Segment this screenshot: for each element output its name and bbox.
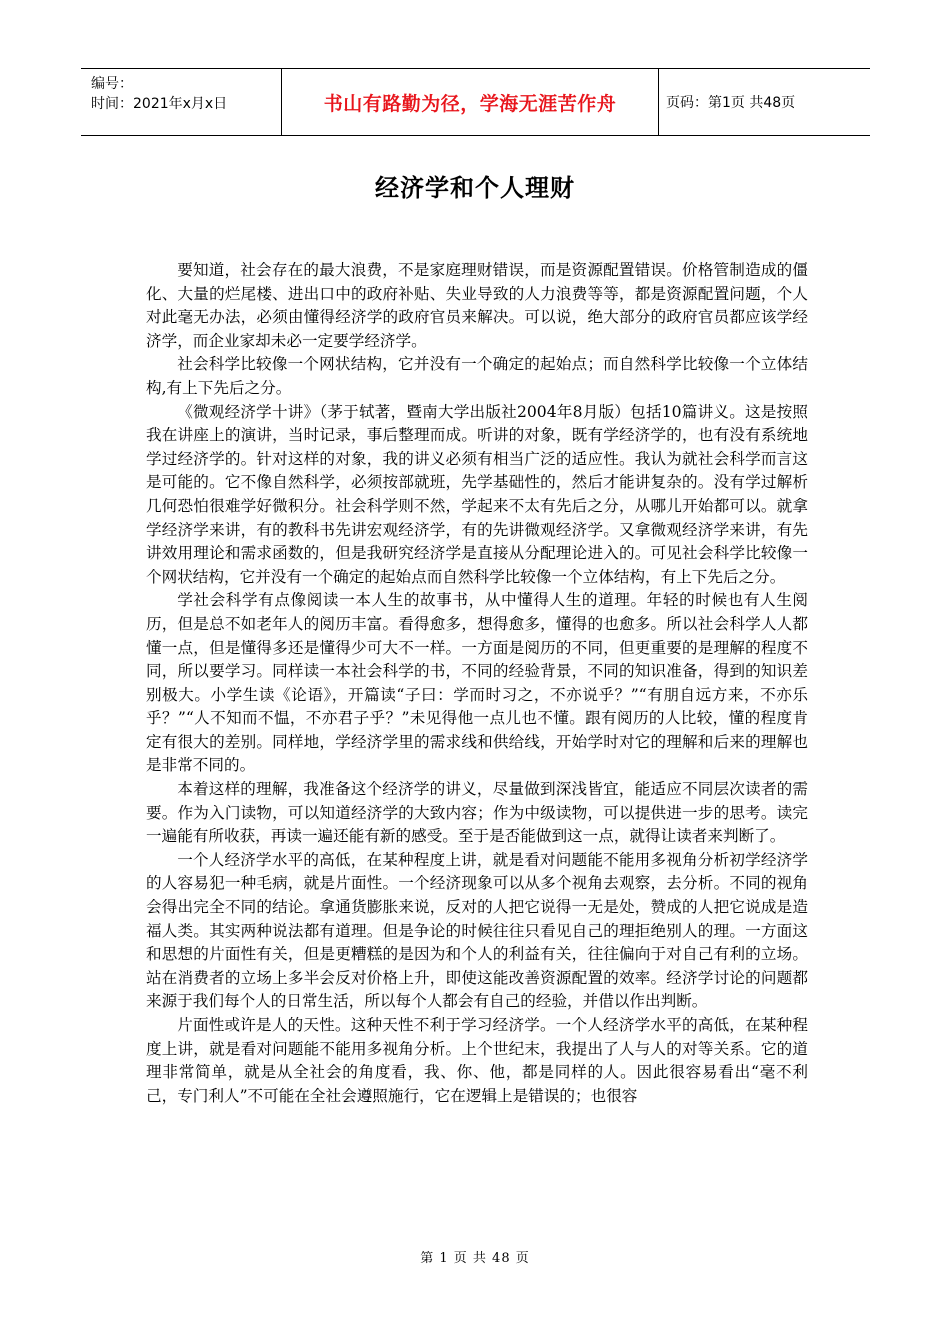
header-motto: 书山有路勤为径，学海无涯苦作舟 bbox=[323, 92, 617, 115]
header-meta-cell bbox=[81, 69, 281, 135]
page-footer: 第 1 页 共 48 页 bbox=[420, 1251, 530, 1266]
body-paragraph: 社会科学比较像一个网状结构，它并没有一个确定的起始点；而自然科学比较像一个立体结构,有上下先后之分。 bbox=[146, 355, 808, 397]
document-body bbox=[146, 259, 808, 1108]
body-paragraph: 一个人经济学水平的高低，在某种程度上讲，就是看对问题能不能用多视角分析初学经济学的人容易犯一种毛病，就是片面性。一个经济现象可以从多个视角去观察，去分析。不同的视角会得出完全不同的结论。拿通货膨胀来说，反对的人把它说得一无是处，赞成的人把它说成是造福人类。其实两种说法都有道理。但是争论的时候往往只看见自己的理拒绝别人的理。一方面这和思想的片面性有关，但是更糟糕的是因为和个人的利益有关，往往偏向于对自己有利的立场。站在消费者的立场上多半会反对价格上升，即使这能改善资源配置的效率。经济学讨论的问题都来源于我们每个人的日常生活，所以每个人都会有自己的经验，并借以作出判断。 bbox=[146, 850, 808, 1011]
header-page-cell bbox=[659, 69, 870, 135]
document-title: 经济学和个人理财 bbox=[375, 174, 575, 202]
header-page-info: 页码：第1页 共48页 bbox=[666, 95, 796, 111]
page-header-table bbox=[81, 68, 870, 136]
body-paragraph: 本着这样的理解，我准备这个经济学的讲义，尽量做到深浅皆宜，能适应不同层次读者的需要。作为入门读物，可以知道经济学的大致内容；作为中级读物，可以提供进一步的思考。读完一遍能有所收获，再读一遍还能有新的感受。至于是否能做到这一点，就得让读者来判断了。 bbox=[146, 780, 808, 846]
body-paragraph: 片面性或许是人的天性。这种天性不利于学习经济学。一个人经济学水平的高低，在某种程度上讲，就是看对问题能不能用多视角分析。上个世纪末，我提出了人与人的对等关系。它的道理非常简单，就是从全社会的角度看，我、你、他，都是同样的人。因此很容易看出“毫不利己，专门利人”不可能在全社会遵照施行，它在逻辑上是错误的；也很容 bbox=[146, 1016, 808, 1105]
body-paragraph: 学社会科学有点像阅读一本人生的故事书，从中懂得人生的道理。年轻的时候也有人生阅历，但是总不如老年人的阅历丰富。看得愈多，想得愈多，懂得的也愈多。所以社会科学人人都懂一点，但是懂得多还是懂得少可大不一样。一方面是阅历的不同，但更重要的是理解的程度不同，所以要学习。同样读一本社会科学的书，不同的经验背景，不同的知识准备，得到的知识差别极大。小学生读《论语》，开篇读“子曰：学而时习之，不亦说乎？”“有朋自远方来，不亦乐乎？”“人不知而不愠，不亦君子乎？”未见得他一点儿也不懂。跟有阅历的人比较，懂的程度肯定有很大的差别。同样地，学经济学里的需求线和供给线，开始学时对它的理解和后来的理解也是非常不同的。 bbox=[146, 591, 808, 775]
body-paragraph: 《微观经济学十讲》（茅于轼著，暨南大学出版社2004年8月版）包括10篇讲义。这是按照我在讲座上的演讲，当时记录，事后整理而成。听讲的对象，既有学经济学的，也有没有系统地学过经济学的。针对这样的对象，我的讲义必须有相当广泛的适应性。我认为就社会科学而言这是可能的。它不像自然科学，必须按部就班，先学基础性的，然后才能讲复杂的。没有学过解析几何恐怕很难学好微积分。社会科学则不然，学起来不太有先后之分，从哪儿开始都可以。就拿学经济学来讲，有的教科书先讲宏观经济学，有的先讲微观经济学。又拿微观经济学来讲，有先讲效用理论和需求函数的，但是我研究经济学是直接从分配理论进入的。可见社会科学比较像一个网状结构，它并没有一个确定的起始点而自然科学比较像一个立体结构，有上下先后之分。 bbox=[146, 402, 808, 586]
header-motto-cell bbox=[281, 69, 659, 135]
document-number-label: 编号： bbox=[91, 76, 133, 92]
body-paragraph: 要知道，社会存在的最大浪费，不是家庭理财错误，而是资源配置错误。价格管制造成的僵化、大量的烂尾楼、进出口中的政府补贴、失业导致的人力浪费等等，都是资源配置问题，个人对此毫无办法，必须由懂得经济学的政府官员来解决。可以说，绝大部分的政府官员都应该学经济学，而企业家却未必一定要学经济学。 bbox=[146, 261, 808, 350]
document-date-label: 时间：2021年x月x日 bbox=[91, 96, 228, 112]
